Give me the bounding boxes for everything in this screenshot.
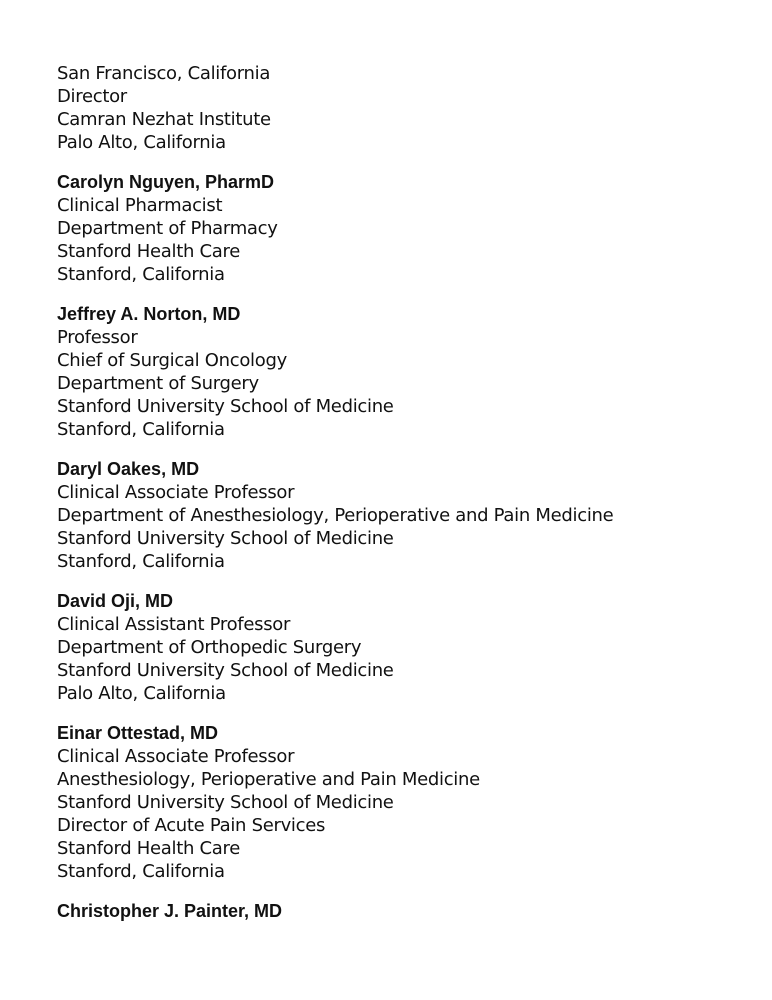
contributor-name: Carolyn Nguyen, PharmD — [57, 172, 275, 192]
entry-line: Stanford Health Care — [57, 838, 241, 859]
entry-line: Palo Alto, California — [57, 132, 226, 153]
contributor-name: Einar Ottestad, MD — [57, 723, 219, 743]
entry-line: Stanford, California — [57, 264, 225, 285]
contributor-name: Daryl Oakes, MD — [57, 459, 200, 479]
entry-line: Stanford University School of Medicine — [57, 792, 394, 813]
entry-line: Clinical Pharmacist — [57, 195, 223, 216]
entry-line: Clinical Assistant Professor — [57, 614, 291, 635]
entry-line: Stanford University School of Medicine — [57, 660, 394, 681]
entry-line: Stanford University School of Medicine — [57, 396, 394, 417]
contributor-entry — [57, 722, 757, 883]
contributor-entry — [57, 303, 757, 441]
entry-line: Anesthesiology, Perioperative and Pain Medicine — [57, 769, 480, 790]
entry-line: Chief of Surgical Oncology — [57, 350, 287, 371]
entry-line: Stanford University School of Medicine — [57, 528, 394, 549]
contributor-entry — [57, 900, 757, 923]
contributor-entry — [57, 171, 757, 286]
entry-line: Stanford, California — [57, 419, 225, 440]
entry-line: Department of Surgery — [57, 373, 259, 394]
contributor-name: David Oji, MD — [57, 591, 174, 611]
continued-entry — [57, 62, 757, 154]
contributor-name: Jeffrey A. Norton, MD — [57, 304, 241, 324]
entry-line: Department of Pharmacy — [57, 218, 278, 239]
contributor-entry — [57, 590, 757, 705]
entry-line: Department of Orthopedic Surgery — [57, 637, 362, 658]
entry-line: Clinical Associate Professor — [57, 746, 295, 767]
entry-line: Director — [57, 86, 127, 107]
entry-line: Professor — [57, 327, 138, 348]
contributor-name: Christopher J. Painter, MD — [57, 901, 283, 921]
entry-line: Stanford, California — [57, 551, 225, 572]
entry-line: Stanford, California — [57, 861, 225, 882]
contributor-list-page — [57, 62, 757, 923]
entry-line: Palo Alto, California — [57, 683, 226, 704]
entry-line: Stanford Health Care — [57, 241, 241, 262]
entry-line: Camran Nezhat Institute — [57, 109, 271, 130]
entry-line: Department of Anesthesiology, Perioperative and Pain Medicine — [57, 505, 614, 526]
entry-line: Clinical Associate Professor — [57, 482, 295, 503]
entry-line: San Francisco, California — [57, 63, 271, 84]
entry-line: Director of Acute Pain Services — [57, 815, 326, 836]
contributor-entry — [57, 458, 757, 573]
